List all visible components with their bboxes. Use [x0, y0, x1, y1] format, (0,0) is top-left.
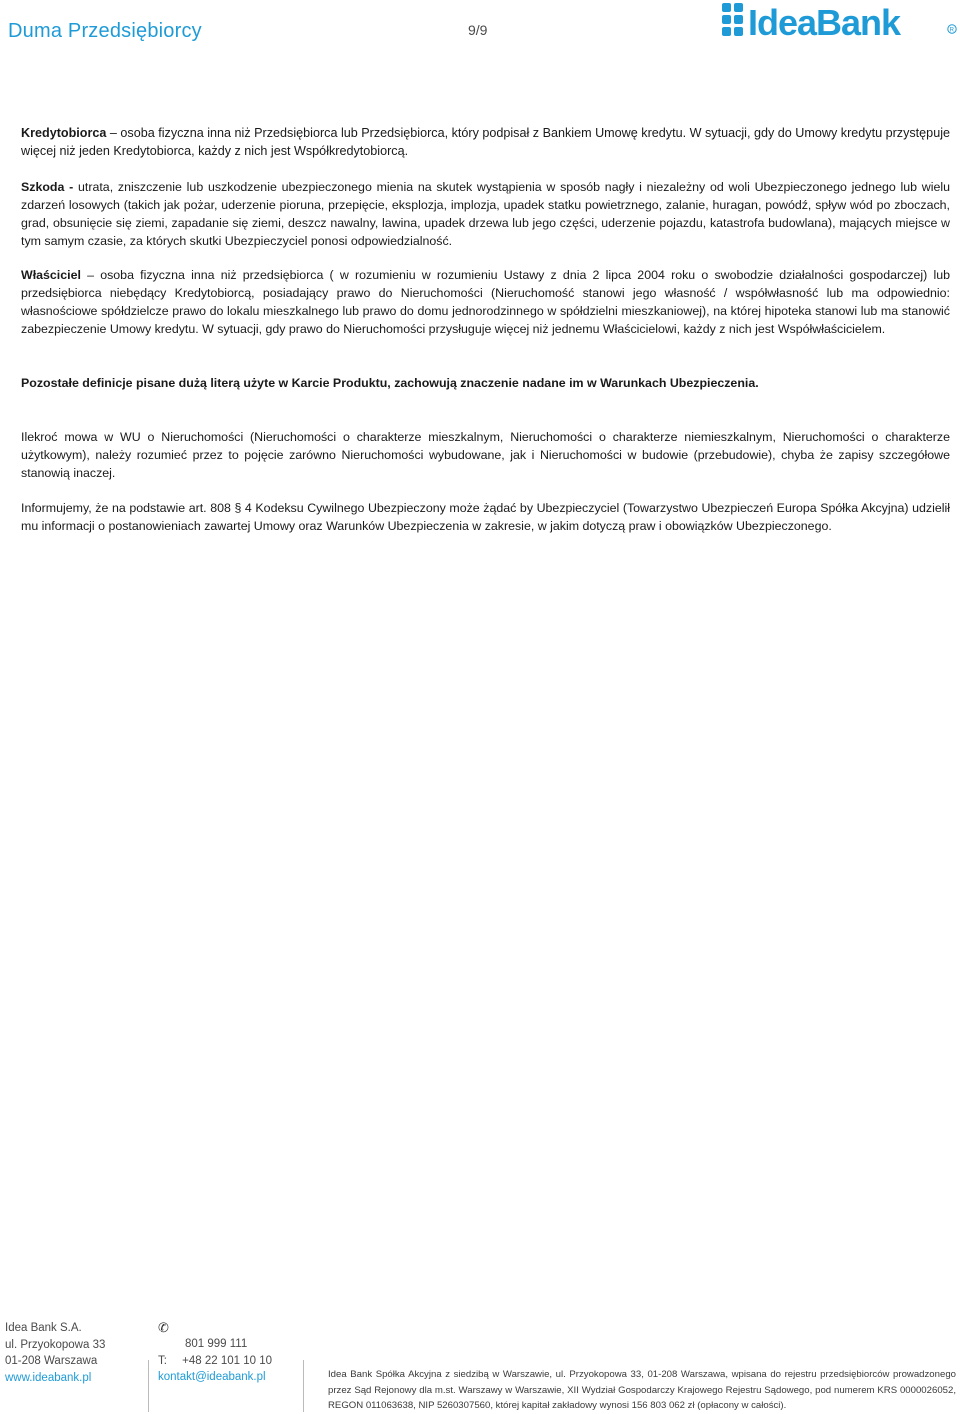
information-note: Informujemy, że na podstawie art. 808 § 4 Kodeksu Cywilnego Ubezpieczony może żądać by Ubezpieczyciel (Towarzystwo Ubezpieczeń Europa Spółka Akcyjna) udzielił mu informacji o postanowieniach zawartej Umowy oraz Warunków Ubezpieczenia w zakresie, w jakim dotyczą praw i obowiązków Ubezpieczonego. — [21, 501, 950, 533]
footer-website-link[interactable]: www.ideabank.pl — [5, 1371, 92, 1384]
footer-phone1: 801 999 111 — [185, 1338, 248, 1350]
header-title: Duma Przedsiębiorcy — [8, 20, 202, 42]
footer-street: ul. Przyokopowa 33 — [5, 1338, 106, 1351]
definition-wlasciciel — [21, 266, 950, 338]
footer-email-link[interactable]: kontakt@ideabank.pl — [158, 1371, 266, 1383]
svg-text:R: R — [949, 27, 954, 34]
other-definitions-text: Pozostałe definicje pisane dużą literą użyte w Karcie Produktu, zachowują znaczenie nadane im w Warunkach Ubezpieczenia. — [21, 376, 759, 390]
ideabank-logo-icon — [720, 0, 960, 44]
footer-divider — [148, 1360, 149, 1412]
footer-phone2-row — [158, 1353, 272, 1370]
footer-company: Idea Bank S.A. — [5, 1322, 82, 1334]
term-wlasciciel: Właściciel — [21, 268, 81, 282]
term-kredytobiorca: Kredytobiorca — [21, 126, 107, 140]
ideabank-logo — [720, 0, 960, 44]
text-szkoda: utrata, zniszczenie lub uszkodzenie ubezpieczonego mienia na skutek wystąpienia w sposób nagły i niezależny od woli Ubezpieczonego jednego lub wielu zdarzeń losowych (takich jak pożar, uderzenie pioruna, przepięcie, eksplozja, implozja, upadek statku powietrznego, zalanie, huragan, powódź, spływ wód po zboczach, grad, obsunięcie się ziemi, zapadanie się ziemi, deszcz nawalny, lawina, upadek drzewa lub jego części, uderzenie pojazdu, katastrofa budowlana), mających miejsce w tym samym czasie, za których skutki Ubezpieczyciel ponosi odpowiedzialność. — [21, 180, 951, 248]
footer-contact — [158, 1320, 272, 1386]
footer-divider — [303, 1360, 304, 1412]
footer — [0, 1320, 960, 1413]
footer-phone2: +48 22 101 10 10 — [182, 1354, 273, 1367]
footer-legal-text: Idea Bank Spółka Akcyjna z siedzibą w Warszawie, ul. Przyokopowa 33, 01-208 Warszawa, wpisana do rejestru przedsiębiorców prowadzonego przez Sąd Rejonowy dla m.st. Warszawy w Warszawie, XII Wydział Gospodarczy Krajowego Rejestru Sądowego, pod numerem KRS 0000026052, REGON 011063638, NIP 5260307560, której kapitał zakładowy wynosi 156 803 062 zł (opłacony w całości). — [328, 1369, 956, 1411]
text-kredytobiorca: – osoba fizyczna inna niż Przedsiębiorca lub Przedsiębiorca, który podpisał z Bankiem Umowę kredytu. W sytuacji, gdy do Umowy kredytu przystępuje więcej niż jeden Kredytobiorca, każdy z nich jest Współkredytobiorcą. — [21, 126, 950, 158]
definition-kredytobiorca — [21, 124, 950, 160]
footer-phone2-label: T: — [158, 1354, 167, 1367]
definition-szkoda — [21, 178, 950, 250]
text-wlasciciel: – osoba fizyczna inna niż przedsiębiorca ( w rozumieniu w rozumieniu Ustawy z dnia 2 lipca 2004 roku o swobodzie działalności gospodarczej) lub przedsiębiorca niebędący Kredytobiorcą, posiadający prawo do Nieruchomości (Nieruchomość stanowi jego własność / współwłasność lub ma odpowiednio: własnościowe spółdzielcze prawo do lokalu mieszkalnego lub prawo do domu jednorodzinnego w spółdzielni mieszkaniowej), na której hipoteka stanowi lub ma stanowić zabezpieczenie Umowy kredytu. W sytuacji, gdy prawo do Nieruchomości przysługuje więcej niż jednemu Właścicielowi, każdy z nich jest Współwłaścicielem. — [21, 268, 950, 336]
term-szkoda: Szkoda - — [21, 180, 74, 194]
page-number: 9/9 — [468, 22, 488, 38]
footer-address — [5, 1320, 105, 1386]
phone-icon: ✆ — [158, 1320, 169, 1335]
property-definition-note: Ilekroć mowa w WU o Nieruchomości (Nieruchomości o charakterze mieszkalnym, Nieruchomości o charakterze niemieszkalnym, Nieruchomości o charakterze użytkowym), należy rozumieć przez to pojęcie zarówno Nieruchomości wybudowane, jak i Nieruchomości w budowie (przebudowie), chyba że zapisy szczegółowe stanowią inaczej. — [21, 430, 950, 480]
other-definitions-note — [21, 374, 950, 392]
footer-city: 01-208 Warszawa — [5, 1355, 98, 1367]
logo-wordmark: IdeaBank — [748, 2, 901, 43]
